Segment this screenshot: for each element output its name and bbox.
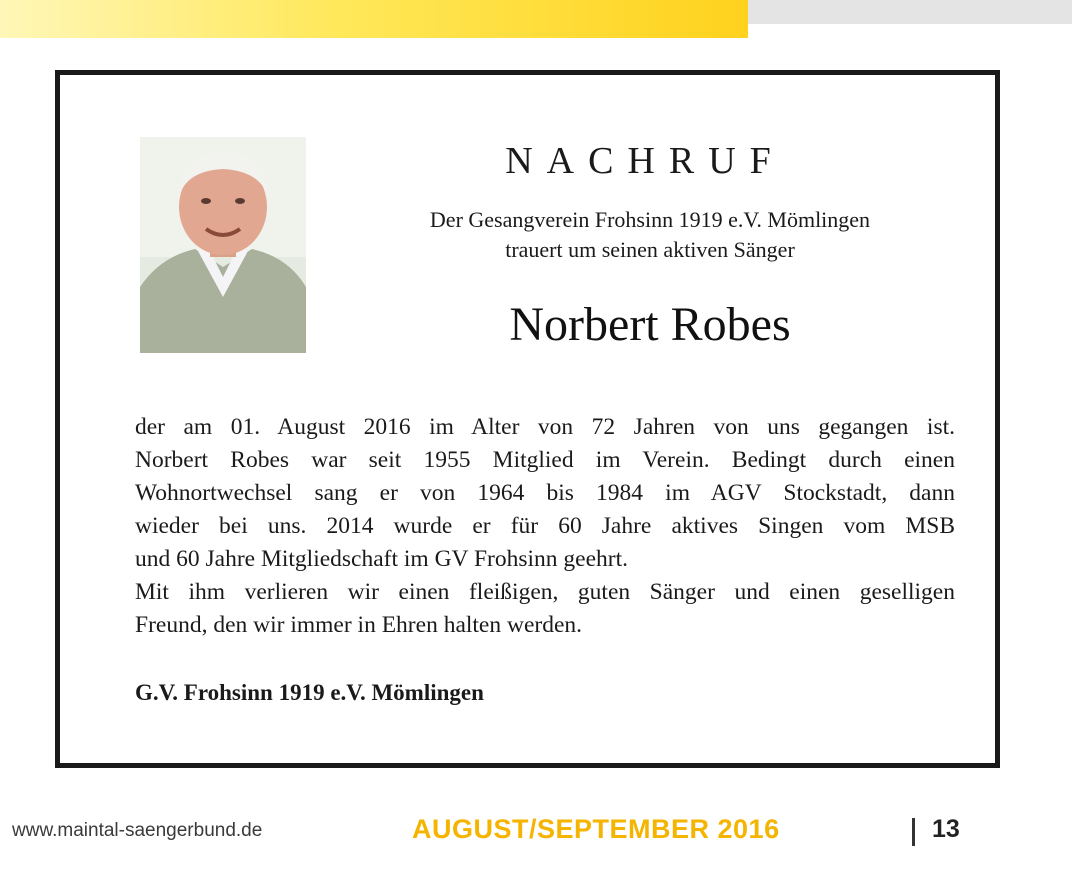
- page-number: 13: [932, 815, 960, 843]
- deceased-name: Norbert Robes: [509, 298, 791, 351]
- obituary-frame: [55, 70, 1000, 768]
- text-line: Norbert Robes war seit 1955 Mitglied im Verein. Bedingt durch einen: [135, 447, 955, 473]
- mourning-line: trauert um seinen aktiven Sänger: [505, 237, 795, 262]
- top-yellow-band: [0, 0, 748, 38]
- top-grey-band: [748, 0, 1072, 24]
- text-line: Wohnortwechsel sang er von 1964 bis 1984 im AGV Stockstadt, dann: [135, 480, 955, 506]
- text-line: der am 01. August 2016 im Alter von 72 Jahren von uns gegangen ist.: [135, 414, 955, 440]
- text-line: und 60 Jahre Mitgliedschaft im GV Frohsinn geehrt.: [135, 546, 628, 572]
- signature: G.V. Frohsinn 1919 e.V. Mömlingen: [135, 680, 484, 705]
- footer-separator: [912, 818, 915, 846]
- portrait-illustration: [140, 137, 306, 353]
- obituary-heading: NACHRUF: [505, 140, 785, 182]
- club-line: Der Gesangverein Frohsinn 1919 e.V. Mömlingen: [429, 207, 871, 232]
- footer-url: www.maintal-saengerbund.de: [12, 820, 263, 841]
- obituary-text: [135, 411, 955, 642]
- footer-issue: AUGUST/SEPTEMBER 2016: [412, 814, 780, 844]
- text-line: wieder bei uns. 2014 wurde er für 60 Jahre aktives Singen vom MSB: [135, 513, 955, 539]
- portrait-photo: [140, 137, 306, 353]
- text-line: Mit ihm verlieren wir einen fleißigen, guten Sänger und einen geselligen: [135, 579, 955, 605]
- text-line: Freund, den wir immer in Ehren halten werden.: [135, 612, 583, 638]
